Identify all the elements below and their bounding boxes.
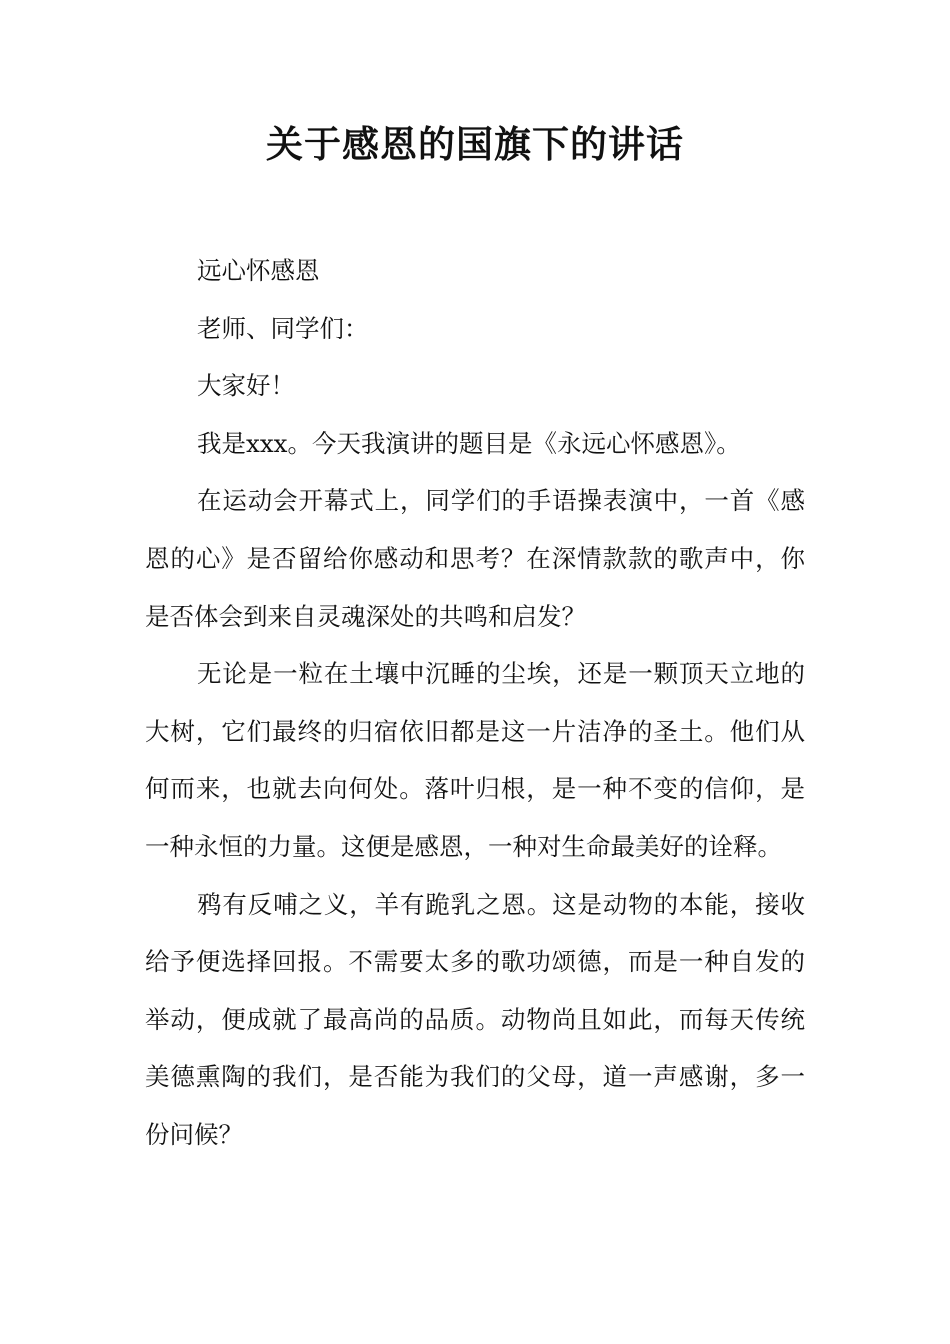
paragraph-introduction: 我是xxx。今天我演讲的题目是《永远心怀感恩》。 [197,428,741,458]
paragraph-subtitle: 远心怀感恩 [197,256,320,285]
paragraph-body-2: 无论是一粒在土壤中沉睡的尘埃，还是一颗顶天立地的大树，它们最终的归宿依旧都是这一片洁净的圣土。他们从何而来，也就去向何处。落叶归根，是一种不变的信仰，是一种永恒的力量。这便是感恩，一种对生命最美好的诠释。 [145,659,805,861]
paragraph-body-3: 鸦有反哺之义，羊有跪乳之恩。这是动物的本能，接收给予便选择回报。不需要太多的歌功颂德，而是一种自发的举动，便成就了最高尚的品质。动物尚且如此，而每天传统美德熏陶的我们，是否能为我们的父母，道一声感谢，多一份问候？ [145,889,805,1149]
document-body [145,242,805,1164]
document-title: 关于感恩的国旗下的讲话 [266,122,684,166]
paragraph-body-1: 在运动会开幕式上，同学们的手语操表演中，一首《感恩的心》是否留给你感动和思考？在深情款款的歌声中，你是否体会到来自灵魂深处的共鸣和启发？ [145,486,805,631]
paragraph-salutation: 老师、同学们： [197,313,369,343]
paragraph-greeting: 大家好！ [197,371,295,401]
